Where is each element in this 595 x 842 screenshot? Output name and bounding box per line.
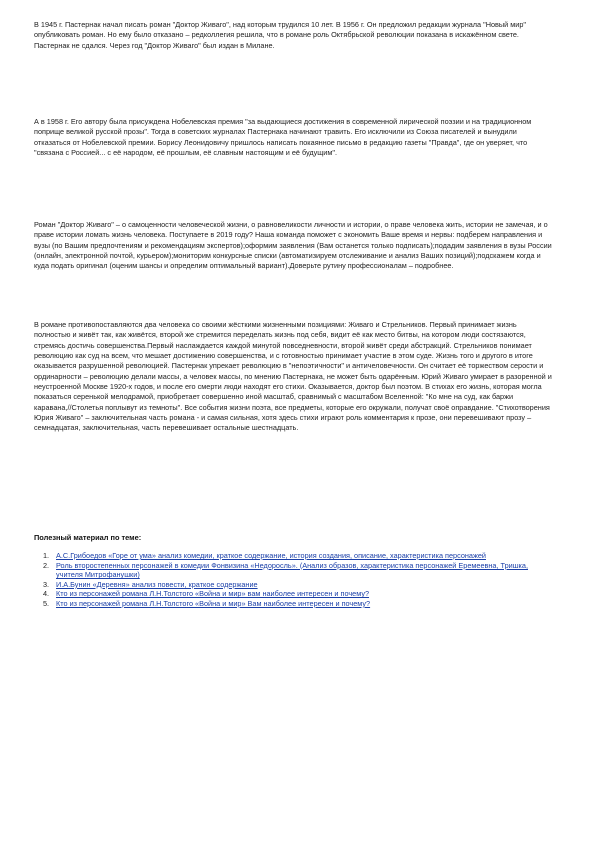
list-number: 2. (43, 560, 50, 570)
list-number: 5. (43, 598, 50, 608)
list-item (34, 580, 554, 590)
list-number: 3. (43, 579, 50, 589)
list-item (34, 589, 554, 599)
useful-material-heading: Полезный материал по теме: (34, 533, 142, 542)
useful-links-list (34, 551, 554, 609)
list-number: 4. (43, 589, 50, 599)
link-griboedov-gore-ot-uma[interactable]: А.С.Грибоедов «Горе от ума» анализ комедии, краткое содержание, история создания, описание, характеристика персонажей (56, 551, 486, 560)
paragraph-novel-theme: Роман "Доктор Живаго" – о самоценности человеческой жизни, о равновеликости личности и истории, о праве человека жить, истории не замечая, и о праве истории ломать жизнь человека. Поступаете в 2019 году? Наша команда поможет с экономить Ваше время и нервы: подберем направления и вузы (по Вашим предпочтениям и рекомендациям экспертов);оформим заявления (Вам останется только подписать);подадим заявления в вузы России (онлайн, электронной почтой, курьером);мониторим конкурсные списки (автоматизируем отслеживание и анализ Ваших позиций);подскажем когда и куда подать оригинал (оценим шансы и определим оптимальный вариант).Доверьте рутину профессионалам – подробнее. (34, 220, 552, 271)
paragraph-zhivago-strelnikov: В романе противопоставляются два человека со своими жёсткими жизненными позициями: Живаго и Стрельников. Первый принимает жизнь полностью и живёт так, как живётся, второй же стремится переделать жизнь под себя, видит её как место битвы, на котором люди состязаются, стремясь достичь совершенства.Первый наслаждается каждой минутой повседневности, второй живёт среди абстракций. Стрельников понимает революцию как суд на всем, что мешает достижению совершенства, и с готовностью принимает участие в этом суде. Жизнь того и другого в итоге оказывается разрушенной революцией. Пастернак упрекает революцию в "непоэтичности" и античеловечности. Он считает её торжеством серости и ординарности – революцию делали массы, а человек массы, по мнению Пастернака, не может быть одарённым. Юрий Живаго умирает в разоренной и неустроенной Москве 1920-х годов, и после его смерти люди находят его стихи. Оказывается, доктор был поэтом. В стихах его жизнь, которая могла показаться серенькой мелодрамой, приобретает совершенно иной масштаб, сравнимый с масштабом Вселенной: "Ко мне на суд, как баржи каравана,//Столетья поплывут из темноты". Все события жизни поэта, все предметы, которые его окружали, получат своё оправдание. "Стихотворения Юрия Живаго" – заключительная часть романа - и самая сильная, хотя здесь стихи играют роль комментария к прозе, они перевешивают прозу – семнадцатая, заключительная, часть перевешивает остальные шестнадцать. (34, 320, 552, 433)
list-number: 1. (43, 551, 50, 560)
link-tolstoy-war-and-peace-1[interactable]: Кто из персонажей романа Л.Н.Толстого «Война и мир» вам наиболее интересен и почему? (56, 589, 370, 599)
list-item (34, 551, 554, 561)
link-tolstoy-war-and-peace-2[interactable]: Кто из персонажей романа Л.Н.Толстого «Война и мир» Вам наиболее интересен и почему? (56, 598, 371, 608)
link-fonvizin-nedorosl[interactable]: Роль второстепенных персонажей в комедии Фонвизина «Недоросль». (Анализ образов, характеристика персонажей Еремеевна, Тришка, учителя Митрофанушки) (56, 560, 528, 580)
paragraph-publication-history: В 1945 г. Пастернак начал писать роман "Доктор Живаго", над которым трудился 10 лет. В 1956 г. Он предложил редакции журнала "Новый мир" опубликовать роман. Но ему было отказано – редколлегия решила, что в романе роль Октябрьской революции показана в искажённом свете. Пастернак не сдался. Через год "Доктор Живаго" был издан в Милане. (34, 20, 527, 50)
paragraph-nobel-prize: А в 1958 г. Его автору была присуждена Нобелевская премия "за выдающиеся достижения в современной лирической поэзии и на традиционном поприще великой русской прозы". Тогда в советских журналах Пастернака начинают травить. Его исключили из Союза писателей и вынудили отказаться от Нобелевской премии. Борису Леонидовичу пришлось написать покаянное письмо в редакцию газеты "Правда", где он уверяет, что "связана с Россией... с её народом, её прошлым, её славным настоящим и её будущим". (34, 117, 532, 158)
link-bunin-derevnya[interactable]: И.А.Бунин «Деревня» анализ повести, краткое содержание (56, 579, 258, 589)
list-item (34, 561, 554, 580)
list-item (34, 599, 554, 609)
